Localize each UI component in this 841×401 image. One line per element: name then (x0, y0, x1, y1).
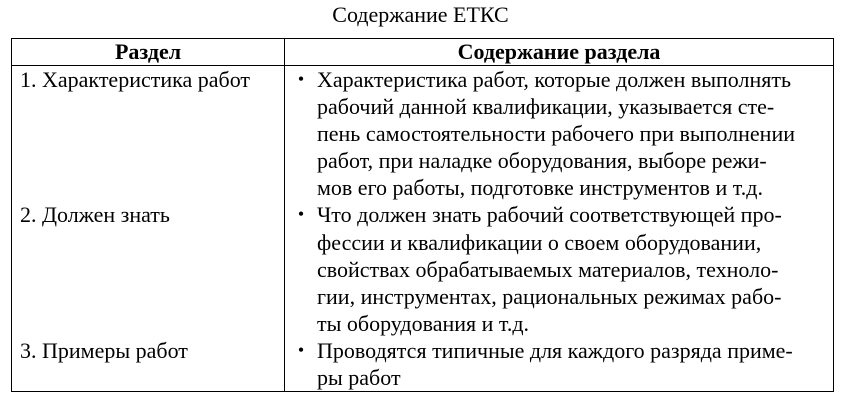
row-content (285, 66, 834, 202)
table-row (12, 337, 834, 392)
row-section-label: 3. Примеры работ (12, 337, 285, 392)
content-line: пень самостоятельности рабочего при выполнении (317, 121, 795, 147)
table-row (12, 201, 834, 336)
table-row (12, 66, 834, 202)
bullet-icon: • (297, 69, 305, 89)
content-line: гии, инструментах, рациональных режимах рабо- (317, 283, 782, 309)
content-line: рабочий данной квалификации, указывается сте- (317, 94, 775, 120)
row-content (285, 337, 834, 392)
row-section-label: 1. Характеристика работ (12, 66, 285, 202)
content-line: мов его работы, подготовке инструментов и т.д. (317, 175, 763, 201)
content-line: ры работ (317, 365, 401, 391)
row-content (285, 201, 834, 336)
content-line: фессии и квалификации о своем оборудовании, (317, 229, 762, 255)
content-line: Проводятся типичные для каждого разряда приме- (317, 337, 793, 363)
header-content: Содержание раздела (285, 39, 834, 66)
content-line: Что должен знать рабочий соответствующей про- (317, 202, 782, 228)
content-line: работ, при наладке оборудования, выборе режи- (317, 148, 767, 174)
row-section-label: 2. Должен знать (12, 201, 285, 336)
table-caption: Содержание ЕТКС (332, 2, 509, 27)
header-section: Раздел (12, 39, 285, 66)
content-line: Характеристика работ, которые должен выполнять (317, 67, 792, 92)
content-line: ты оборудования и т.д. (317, 310, 530, 336)
etks-contents-table (11, 38, 834, 392)
table-header-row (12, 39, 834, 66)
bullet-icon: • (297, 339, 305, 360)
bullet-icon: • (297, 204, 305, 225)
content-line: свойствах обрабатываемых материалов, техноло- (317, 256, 779, 282)
